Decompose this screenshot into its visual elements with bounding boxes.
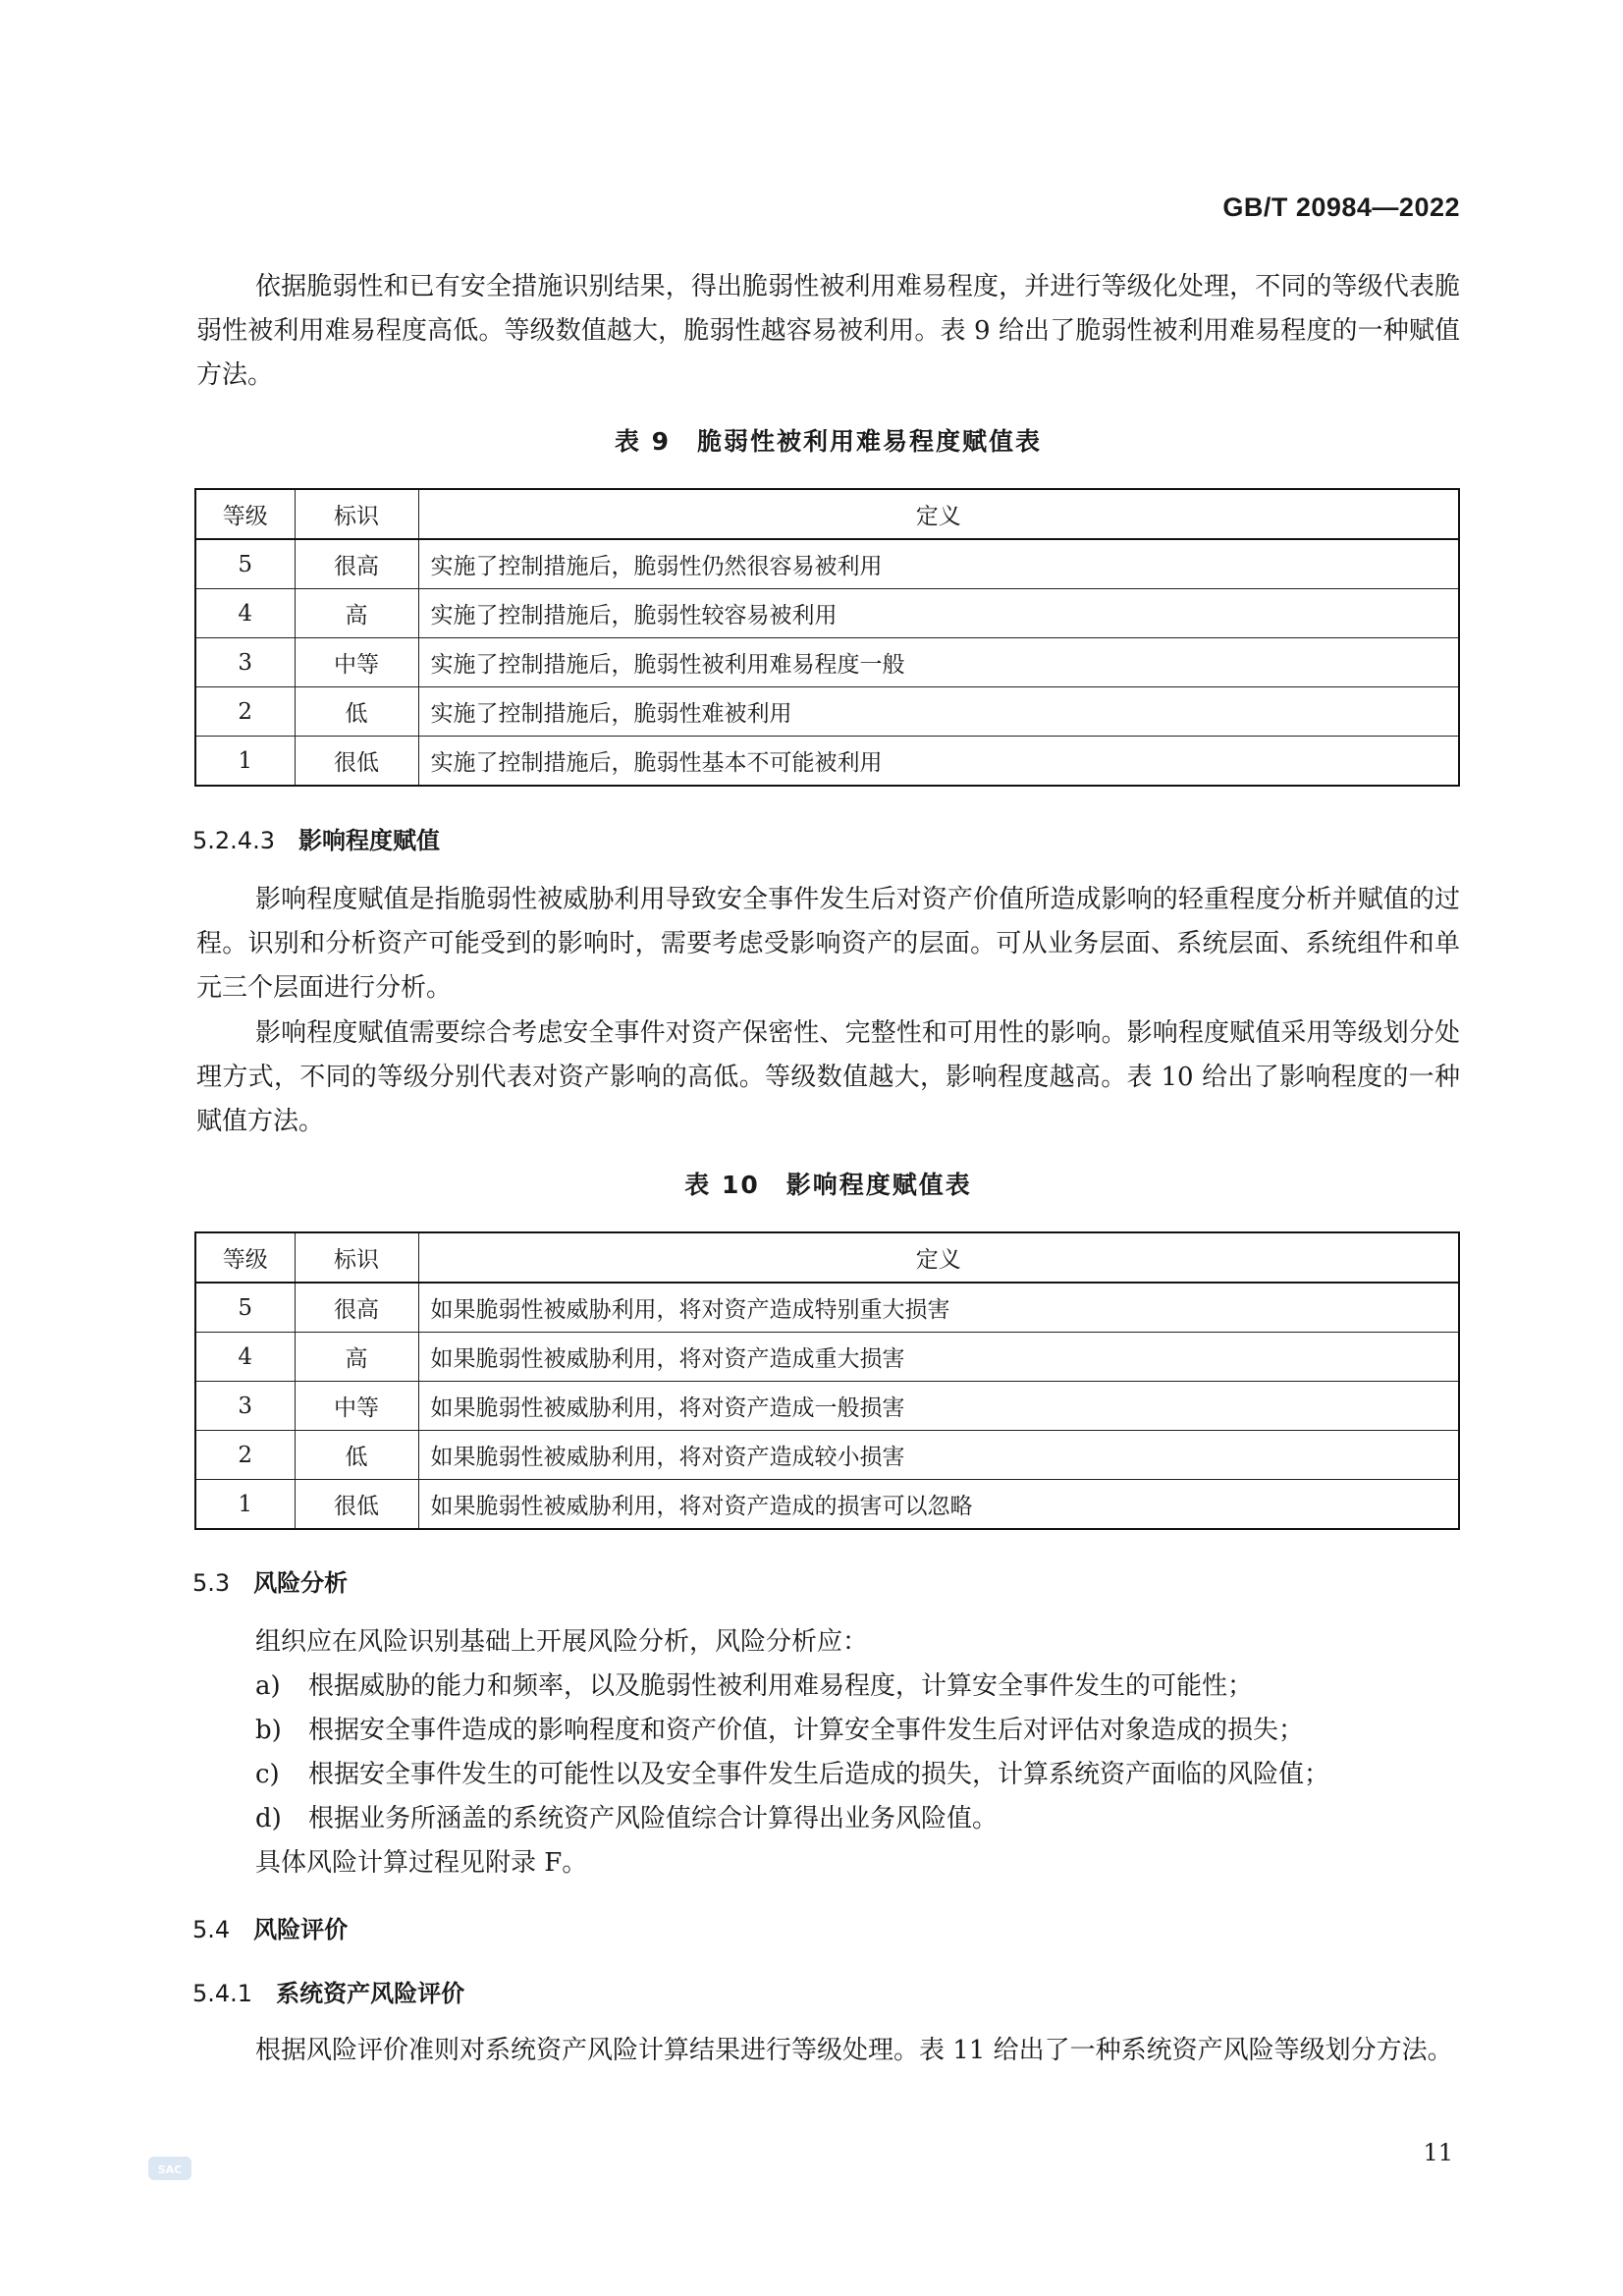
table-header-row: [195, 1232, 1459, 1283]
sac-logo-icon: [147, 2154, 192, 2183]
paragraph-appendix-ref: 具体风险计算过程见附录 F。: [255, 1848, 588, 1878]
list-marker: c): [255, 1760, 280, 1789]
paragraph-risk-evaluation: 根据风险评价准则对系统资产风险计算结果进行等级处理。表 11 给出了一种系统资产风险等级划分方法。: [255, 2036, 1453, 2065]
cell-definition: 如果脆弱性被威胁利用，将对资产造成重大损害: [418, 1333, 1459, 1382]
cell-label: 高: [295, 589, 418, 638]
section-heading-5-4-1: [192, 1974, 464, 2008]
section-title: 风险分析: [253, 1569, 349, 1597]
cell-level: 4: [195, 1333, 295, 1382]
section-title: 影响程度赋值: [298, 827, 440, 854]
cell-level: 2: [195, 1431, 295, 1480]
section-heading-5-4: [192, 1910, 348, 1944]
table-9: [194, 488, 1460, 787]
cell-label: 中等: [295, 1382, 418, 1431]
list-marker: d): [255, 1804, 282, 1833]
cell-level: 5: [195, 539, 295, 589]
section-heading-5-2-4-3: [192, 821, 440, 855]
page-number: 11: [1423, 2139, 1453, 2166]
cell-level: 2: [195, 687, 295, 737]
table-row: [195, 1480, 1459, 1530]
cell-definition: 实施了控制措施后，脆弱性难被利用: [418, 687, 1459, 737]
cell-definition: 如果脆弱性被威胁利用，将对资产造成的损害可以忽略: [418, 1480, 1459, 1530]
cell-level: 1: [195, 737, 295, 787]
cell-definition: 实施了控制措施后，脆弱性基本不可能被利用: [418, 737, 1459, 787]
table-row: [195, 638, 1459, 687]
header-definition: 定义: [418, 1232, 1459, 1283]
section-title: 风险评价: [253, 1916, 349, 1943]
paragraph-impact-assignment: 影响程度赋值需要综合考虑安全事件对资产保密性、完整性和可用性的影响。影响程度赋值采用等级划分处理方式，不同的等级分别代表对资产影响的高低。等级数值越大，影响程度越高。表 10 给出了影响程度的一种赋值方法。: [196, 1018, 1460, 1136]
table-row: [195, 687, 1459, 737]
table-row: [195, 539, 1459, 589]
cell-label: 中等: [295, 638, 418, 687]
logo-text: SAC: [157, 2163, 183, 2176]
cell-label: 很低: [295, 1480, 418, 1530]
section-heading-5-3: [192, 1563, 348, 1598]
section-number: 5.4.1: [192, 1980, 253, 2007]
cell-label: 高: [295, 1333, 418, 1382]
cell-level: 4: [195, 589, 295, 638]
list-marker: b): [255, 1716, 282, 1745]
cell-label: 很高: [295, 1283, 418, 1333]
table-row: [195, 1283, 1459, 1333]
cell-definition: 实施了控制措施后，脆弱性较容易被利用: [418, 589, 1459, 638]
list-text: 根据威胁的能力和频率，以及脆弱性被利用难易程度，计算安全事件发生的可能性；: [308, 1671, 1254, 1701]
section-number: 5.3: [192, 1569, 231, 1597]
table-header-row: [195, 489, 1459, 539]
list-item: [255, 1665, 1460, 1709]
list-item: [255, 1753, 1460, 1797]
table-row: [195, 737, 1459, 787]
section-number: 5.4: [192, 1916, 231, 1943]
cell-definition: 如果脆弱性被威胁利用，将对资产造成一般损害: [418, 1382, 1459, 1431]
header-label: 标识: [295, 1232, 418, 1283]
section-number: 5.2.4.3: [192, 827, 275, 854]
list-marker: a): [255, 1671, 281, 1701]
cell-definition: 实施了控制措施后，脆弱性被利用难易程度一般: [418, 638, 1459, 687]
table-10-caption: 表 10 影响程度赋值表: [684, 1171, 972, 1199]
cell-level: 3: [195, 638, 295, 687]
header-level: 等级: [195, 489, 295, 539]
cell-label: 低: [295, 1431, 418, 1480]
table-10: [194, 1231, 1460, 1530]
header-definition: 定义: [418, 489, 1459, 539]
table-row: [195, 1333, 1459, 1382]
cell-level: 1: [195, 1480, 295, 1530]
cell-definition: 如果脆弱性被威胁利用，将对资产造成特别重大损害: [418, 1283, 1459, 1333]
cell-level: 3: [195, 1382, 295, 1431]
cell-label: 低: [295, 687, 418, 737]
cell-label: 很高: [295, 539, 418, 589]
list-text: 根据安全事件发生的可能性以及安全事件发生后造成的损失，计算系统资产面临的风险值；: [308, 1760, 1330, 1789]
cell-definition: 实施了控制措施后，脆弱性仍然很容易被利用: [418, 539, 1459, 589]
cell-level: 5: [195, 1283, 295, 1333]
paragraph-impact-definition: 影响程度赋值是指脆弱性被威胁利用导致安全事件发生后对资产价值所造成影响的轻重程度分析并赋值的过程。识别和分析资产可能受到的影响时，需要考虑受影响资产的层面。可从业务层面、系统层面、系统组件和单元三个层面进行分析。: [196, 885, 1460, 1003]
section-title: 系统资产风险评价: [276, 1980, 465, 2007]
table-9-caption: 表 9 脆弱性被利用难易程度赋值表: [614, 427, 1043, 456]
header-level: 等级: [195, 1232, 295, 1283]
table-row: [195, 1431, 1459, 1480]
cell-definition: 如果脆弱性被威胁利用，将对资产造成较小损害: [418, 1431, 1459, 1480]
standard-code: GB/T 20984—2022: [1222, 192, 1460, 222]
header-label: 标识: [295, 489, 418, 539]
list-text: 根据安全事件造成的影响程度和资产价值，计算安全事件发生后对评估对象造成的损失；: [308, 1716, 1305, 1745]
table-row: [195, 589, 1459, 638]
table-row: [195, 1382, 1459, 1431]
paragraph-vulnerability-ease: 依据脆弱性和已有安全措施识别结果，得出脆弱性被利用难易程度，并进行等级化处理，不同的等级代表脆弱性被利用难易程度高低。等级数值越大，脆弱性越容易被利用。表 9 给出了脆弱性被利用难易程度的一种赋值方法。: [196, 272, 1460, 390]
list-item: [255, 1797, 1460, 1841]
list-item: [255, 1709, 1460, 1753]
cell-label: 很低: [295, 737, 418, 787]
paragraph-risk-analysis-intro: 组织应在风险识别基础上开展风险分析，风险分析应：: [255, 1627, 869, 1657]
list-text: 根据业务所涵盖的系统资产风险值综合计算得出业务风险值。: [308, 1804, 999, 1833]
